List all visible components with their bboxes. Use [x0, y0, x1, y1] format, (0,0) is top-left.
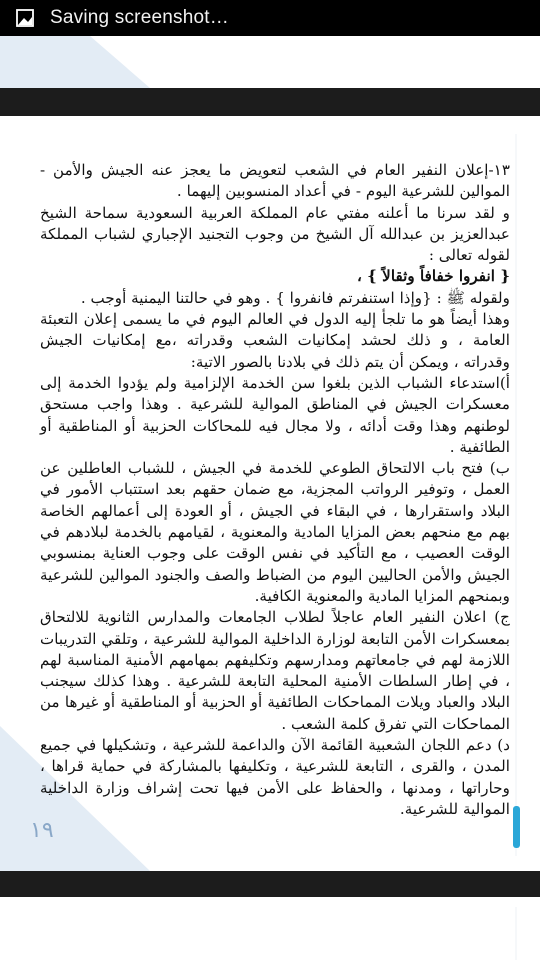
document-body [40, 160, 510, 820]
paragraph: ج) اعلان النفير العام عاجلاً لطلاب الجامعات والمدارس الثانوية للالتحاق بمعسكرات الأمن التابعة لوزارة الداخلية الموالية للشرعية ، وتلقي التدريبات اللازمة لهم في جامعاتهم ومدارسهم وتكليفهم بمهامهم الأمنية المناسبة لهم ، في إطار السلطات الأمنية المحلية التابعة للشرعية . وهذا كذلك سيجنب البلاد والعباد ويلات المماحكات الطائفية أو الحزبية أو المناطقية أو غيرها من المماحكات التي تفرق كلمة الشعب . [40, 608, 510, 733]
status-bar [0, 0, 540, 36]
paragraph: د) دعم اللجان الشعبية القائمة الآن والداعمة للشرعية ، وتشكيلها في جميع المدن ، والقرى ، التابعة للشرعية ، وتكليفها بالمشاركة في حماية قراها ، وحاراتها ، ومدنها ، والحفاظ على الأمن فيها تحت إشراف وزارة الداخلية الموالية للشرعية. [40, 736, 510, 818]
image-icon [16, 9, 34, 27]
next-page[interactable] [0, 897, 540, 960]
document-page[interactable] [0, 116, 540, 871]
paragraph: أ)استدعاء الشباب الذين بلغوا سن الخدمة الإلزامية ولم يؤدوا الخدمة إلى معسكرات الجيش في المناطق الموالية للشرعية . وهذا واجب مستحق لوطنهم وهذا وقت أدائه ، ولا مجال فيه للمحاكات الحزبية أو المناطقية أو الطائفية . [40, 373, 510, 456]
page-gap [0, 871, 540, 897]
paragraph: { انفروا خفافاً وثقالاً } ، [356, 267, 510, 286]
paragraph: وهذا أيضاً هو ما تلجأ إليه الدول في العالم اليوم في ما يسمى إعلان التعبئة العامة ، و ذلك لحشد إمكانيات الشعب وقدراته ،مع إمكانيات الجيش وقدراته ، ويمكن أن يتم ذلك في بلادنا بالصور الاتية: [40, 310, 510, 371]
page-gap [0, 88, 540, 116]
page-decor [0, 36, 540, 88]
page-decor [0, 897, 540, 960]
page-number: ١٩ [30, 818, 54, 843]
scrollbar-thumb[interactable] [513, 806, 520, 848]
paragraph: و لقد سرنا ما أعلنه مفتي عام المملكة العربية السعودية سماحة الشيخ عبدالعزيز بن عبدالله آل الشيخ من وجوب التجنيد الإجباري لشباب المملكة لقوله تعالى : [40, 203, 510, 265]
previous-page[interactable] [0, 36, 540, 88]
paragraph: ب) فتح باب الالتحاق الطوعي للخدمة في الجيش ، للشباب العاطلين عن العمل ، وتوفير الرواتب المجزية، مع ضمان حقهم بعد استتباب الأمور في البلاد واستقرارها ، في البقاء في الجيش ، أو العودة إلى أعمالهم الخاصة بهم مع منحهم بعض المزايا المادية والمعنوية ، لقيامهم بالخدمة لبلادهم في الوقت العصيب ، مع التأكيد في نفس الوقت على وجوب العناية بمنسوبي الجيش والأمن الحاليين اليوم من الضباط والصف والجنود الموالين للشرعية وبمنحهم المزايا المادية والمعنوية الكافية. [40, 459, 510, 605]
paragraph: ولقوله ﷺ : {وإذا استنفرتم فانفروا } . وهو في حالتنا اليمنية أوجب . [80, 288, 510, 307]
status-title: Saving screenshot… [50, 7, 229, 28]
paragraph: ١٣-إعلان النفير العام في الشعب لتعويض ما يعجز عنه الجيش والأمن - الموالين للشرعية اليوم - في أعداد المنسوبين إليهما . [40, 161, 510, 201]
